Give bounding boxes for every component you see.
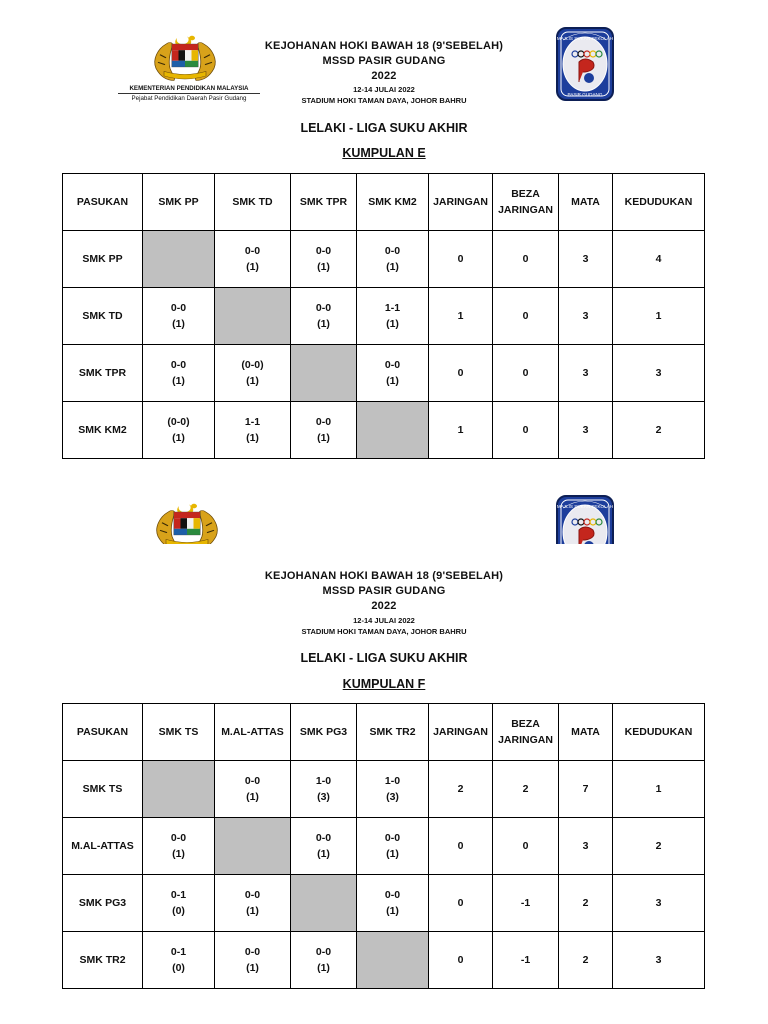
result-cell	[215, 875, 291, 932]
score: 1-1	[244, 416, 261, 428]
points: (0)	[172, 905, 185, 917]
dates: 12-14 JULAI 2022	[353, 85, 415, 94]
goals-cell: 0	[429, 875, 493, 932]
position-cell: 4	[613, 231, 705, 288]
team-name: SMK TS	[63, 761, 143, 818]
header-cell: MATA	[559, 174, 613, 231]
result-cell	[357, 875, 429, 932]
district-office-name: Pejabat Pendidikan Daerah Pasir Gudang	[131, 95, 247, 102]
points: (1)	[317, 962, 330, 974]
goal-diff-cell: -1	[493, 875, 559, 932]
points: (3)	[386, 791, 399, 803]
points-cell: 7	[559, 761, 613, 818]
table-row	[63, 402, 705, 459]
score: 0-0	[384, 889, 401, 901]
badge-crop	[555, 494, 615, 544]
year: 2022	[371, 600, 397, 612]
team-name: SMK KM2	[63, 402, 143, 459]
goals-cell: 1	[429, 288, 493, 345]
score: (0-0)	[167, 416, 190, 428]
goals-cell: 2	[429, 761, 493, 818]
score: 0-1	[170, 889, 187, 901]
result-cell	[291, 818, 357, 875]
header-cell: JARINGAN	[429, 174, 493, 231]
score: (0-0)	[241, 359, 264, 371]
year: 2022	[371, 70, 397, 82]
points: (3)	[317, 791, 330, 803]
points: (1)	[246, 375, 259, 387]
goal-diff-cell: 0	[493, 288, 559, 345]
points: (1)	[317, 318, 330, 330]
score: 0-0	[315, 245, 332, 257]
team-name: SMK TD	[63, 288, 143, 345]
result-cell	[357, 288, 429, 345]
mss-pasir-gudang-badge-icon	[555, 26, 615, 102]
position-cell: 2	[613, 402, 705, 459]
score: 1-0	[384, 775, 401, 787]
goal-diff-cell: 0	[493, 818, 559, 875]
header-cell: JARINGAN	[429, 704, 493, 761]
goals-cell: 0	[429, 345, 493, 402]
result-cell	[291, 288, 357, 345]
goals-cell: 0	[429, 231, 493, 288]
self-match-cell	[215, 288, 291, 345]
result-cell	[215, 932, 291, 989]
points: (1)	[386, 261, 399, 273]
table-row	[63, 231, 705, 288]
result-cell	[357, 345, 429, 402]
self-match-cell	[143, 231, 215, 288]
mss-pasir-gudang-badge-icon	[555, 494, 615, 544]
table-header-row	[63, 174, 705, 231]
points: (0)	[172, 962, 185, 974]
points: (1)	[317, 848, 330, 860]
score: 0-0	[384, 359, 401, 371]
division-title: LELAKI - LIGA SUKU AKHIR	[300, 651, 468, 665]
position-cell: 1	[613, 288, 705, 345]
points-cell: 2	[559, 875, 613, 932]
table-row	[63, 345, 705, 402]
score: 0-0	[170, 832, 187, 844]
group-title: KUMPULAN F	[342, 677, 426, 691]
score: 1-0	[315, 775, 332, 787]
points: (1)	[386, 905, 399, 917]
points: (1)	[172, 848, 185, 860]
result-cell	[291, 231, 357, 288]
score: 0-0	[315, 832, 332, 844]
header-cell: KEDUDUKAN	[613, 174, 705, 231]
points: (1)	[246, 261, 259, 273]
table-header-row	[63, 704, 705, 761]
malaysia-crest-icon	[154, 500, 220, 544]
points-cell: 3	[559, 402, 613, 459]
standings-table	[62, 703, 705, 989]
self-match-cell	[291, 875, 357, 932]
venue: STADIUM HOKI TAMAN DAYA, JOHOR BAHRU	[301, 627, 467, 636]
badge-text-top: MAJLIS SUKAN SEKOLAH	[556, 504, 614, 509]
group-f-section	[0, 470, 768, 1024]
result-cell	[143, 288, 215, 345]
self-match-cell	[357, 402, 429, 459]
result-cell	[143, 875, 215, 932]
position-cell: 3	[613, 875, 705, 932]
score: 1-1	[384, 302, 401, 314]
goal-diff-cell: 0	[493, 402, 559, 459]
points: (1)	[386, 318, 399, 330]
goal-diff-cell: 2	[493, 761, 559, 818]
header-cell: PASUKAN	[63, 704, 143, 761]
result-cell	[291, 402, 357, 459]
score: 0-0	[244, 946, 261, 958]
header-cell: SMK TPR	[291, 174, 357, 231]
goals-cell: 1	[429, 402, 493, 459]
badge-text-top: MAJLIS SUKAN SEKOLAH	[556, 36, 614, 41]
table-row	[63, 932, 705, 989]
team-name: SMK PP	[63, 231, 143, 288]
points: (1)	[246, 962, 259, 974]
header-cell: SMK TD	[215, 174, 291, 231]
points: (1)	[317, 261, 330, 273]
points: (1)	[246, 905, 259, 917]
goals-cell: 0	[429, 818, 493, 875]
score: 0-0	[244, 889, 261, 901]
tournament-title: KEJOHANAN HOKI BAWAH 18 (9'SEBELAH)	[264, 40, 504, 52]
result-cell	[357, 761, 429, 818]
result-cell	[143, 402, 215, 459]
self-match-cell	[357, 932, 429, 989]
result-cell	[357, 818, 429, 875]
points-cell: 2	[559, 932, 613, 989]
organizer: MSSD PASIR GUDANG	[322, 55, 446, 67]
score: 0-0	[315, 946, 332, 958]
goal-diff-cell: -1	[493, 932, 559, 989]
points: (1)	[172, 318, 185, 330]
self-match-cell	[291, 345, 357, 402]
self-match-cell	[143, 761, 215, 818]
score: 0-0	[384, 245, 401, 257]
result-cell	[291, 932, 357, 989]
result-cell	[215, 761, 291, 818]
score: 0-0	[384, 832, 401, 844]
crest-crop	[152, 500, 222, 544]
result-cell	[215, 345, 291, 402]
result-cell	[215, 402, 291, 459]
table-row	[63, 761, 705, 818]
points-cell: 3	[559, 231, 613, 288]
table-row	[63, 818, 705, 875]
team-name: M.AL-ATTAS	[63, 818, 143, 875]
table-row	[63, 875, 705, 932]
points: (1)	[317, 432, 330, 444]
points: (1)	[172, 375, 185, 387]
venue: STADIUM HOKI TAMAN DAYA, JOHOR BAHRU	[301, 96, 467, 105]
header-cell: SMK PP	[143, 174, 215, 231]
header-cell: KEDUDUKAN	[613, 704, 705, 761]
result-cell	[357, 231, 429, 288]
malaysia-crest-icon	[152, 32, 218, 82]
tournament-title: KEJOHANAN HOKI BAWAH 18 (9'SEBELAH)	[264, 570, 504, 582]
header-cell: SMK TR2	[357, 704, 429, 761]
organizer: MSSD PASIR GUDANG	[322, 585, 446, 597]
points: (1)	[172, 432, 185, 444]
points-cell: 3	[559, 345, 613, 402]
header-cell: SMK TS	[143, 704, 215, 761]
score: 0-0	[244, 245, 261, 257]
table-row	[63, 288, 705, 345]
header-cell: BEZA JARINGAN	[493, 174, 559, 231]
result-cell	[143, 932, 215, 989]
result-cell	[143, 345, 215, 402]
group-title: KUMPULAN E	[342, 146, 426, 160]
position-cell: 3	[613, 932, 705, 989]
score: 0-0	[315, 416, 332, 428]
result-cell	[215, 231, 291, 288]
header-cell: SMK KM2	[357, 174, 429, 231]
header-cell: SMK PG3	[291, 704, 357, 761]
result-cell	[291, 761, 357, 818]
goals-cell: 0	[429, 932, 493, 989]
team-name: SMK TR2	[63, 932, 143, 989]
team-name: SMK PG3	[63, 875, 143, 932]
goal-diff-cell: 0	[493, 345, 559, 402]
ministry-name: KEMENTERIAN PENDIDIKAN MALAYSIA	[118, 84, 260, 94]
points: (1)	[386, 375, 399, 387]
group-e-section	[0, 0, 768, 470]
score: 0-0	[170, 359, 187, 371]
position-cell: 3	[613, 345, 705, 402]
badge-text-bottom: PASIR GUDANG	[567, 92, 603, 97]
header-cell: BEZA JARINGAN	[493, 704, 559, 761]
score: 0-0	[244, 775, 261, 787]
header-cell: PASUKAN	[63, 174, 143, 231]
self-match-cell	[215, 818, 291, 875]
dates: 12-14 JULAI 2022	[353, 616, 415, 625]
division-title: LELAKI - LIGA SUKU AKHIR	[300, 121, 468, 135]
standings-table	[62, 173, 705, 459]
score: 0-0	[170, 302, 187, 314]
points: (1)	[386, 848, 399, 860]
goal-diff-cell: 0	[493, 231, 559, 288]
position-cell: 2	[613, 818, 705, 875]
score: 0-1	[170, 946, 187, 958]
header-cell: M.AL-ATTAS	[215, 704, 291, 761]
position-cell: 1	[613, 761, 705, 818]
score: 0-0	[315, 302, 332, 314]
points: (1)	[246, 432, 259, 444]
result-cell	[143, 818, 215, 875]
points-cell: 3	[559, 288, 613, 345]
header-cell: MATA	[559, 704, 613, 761]
points: (1)	[246, 791, 259, 803]
team-name: SMK TPR	[63, 345, 143, 402]
points-cell: 3	[559, 818, 613, 875]
